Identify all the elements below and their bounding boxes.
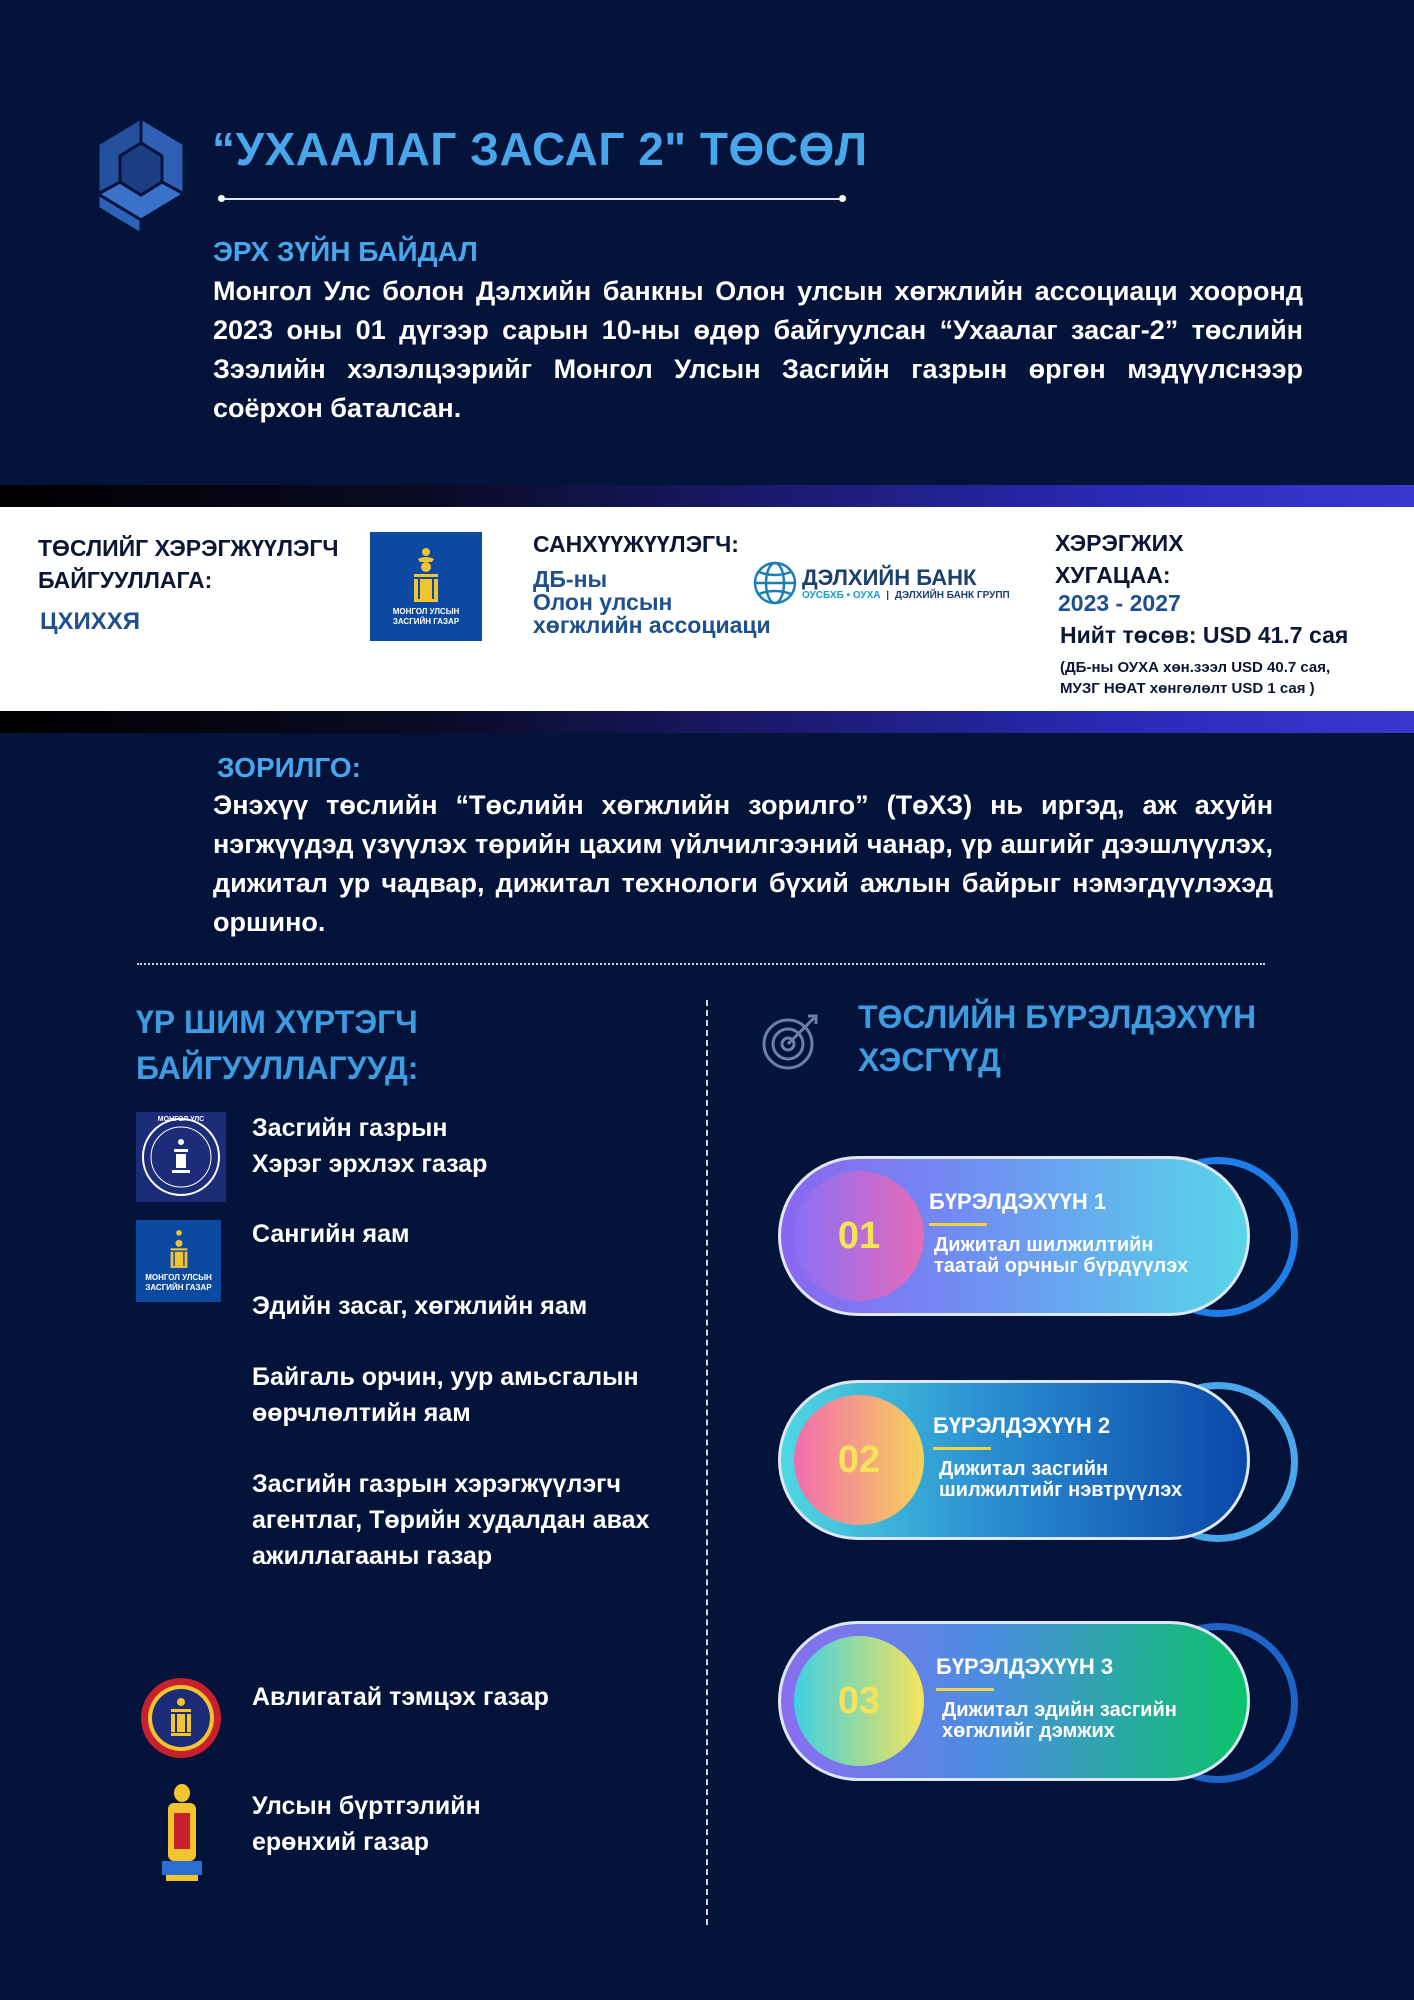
goal-divider xyxy=(137,963,1265,965)
component-1-text-line2: таатай орчныг бүрдүүлэх xyxy=(934,1255,1189,1277)
emblem-icon xyxy=(139,1676,223,1760)
component-1-title: БҮРЭЛДЭХҮҮН 1 xyxy=(929,1189,1107,1214)
components-heading-line2: ХЭСГҮҮД xyxy=(858,1042,1001,1078)
beneficiary-item xyxy=(252,1110,487,1182)
period-label-line2: ХУГАЦАА: xyxy=(1055,562,1171,588)
beneficiary-line: ажиллагааны газар xyxy=(252,1542,493,1570)
funder-value-line2: Олон улсын xyxy=(533,589,673,615)
component-2-underline xyxy=(933,1447,991,1450)
registration-emblem-icon xyxy=(158,1783,206,1883)
component-3-text-line1: Дижитал эдийн засгийн xyxy=(942,1699,1177,1721)
component-1-text-line1: Дижитал шилжилтийн xyxy=(934,1234,1154,1256)
funder-label: САНХҮҮЖҮҮЛЭГЧ: xyxy=(533,531,739,557)
soyombo-icon xyxy=(406,547,446,603)
component-3-text xyxy=(942,1700,1177,1742)
government-logo-text-line1: МОНГОЛ УЛСЫН xyxy=(392,606,460,616)
government-logo-text-line2: ЗАСГИЙН ГАЗАР xyxy=(392,616,460,626)
implementer-label-line1: ТӨСЛИЙГ ХЭРЭГЖҮҮЛЭГЧ xyxy=(38,535,339,561)
beneficiary-line: өөрчлөлтийн яам xyxy=(252,1399,471,1427)
component-2-text-line2: шилжилтийг нэвтрүүлэх xyxy=(939,1479,1183,1501)
beneficiary-line: Сангийн яам xyxy=(252,1220,410,1248)
world-bank-globe-icon xyxy=(752,560,798,606)
world-bank-sub xyxy=(802,590,1010,601)
target-icon xyxy=(760,1010,822,1072)
funder-value xyxy=(533,568,771,637)
component-1-number: 01 xyxy=(794,1171,924,1301)
beneficiary-item xyxy=(252,1359,639,1431)
component-2-number: 02 xyxy=(794,1395,924,1525)
budget-note xyxy=(1060,657,1330,699)
ministry-finance-logo-text-line2: ЗАСГИЙН ГАЗАР xyxy=(145,1283,212,1292)
component-3-underline xyxy=(936,1688,994,1691)
funder-value-line1: ДБ-ны xyxy=(533,566,608,592)
legal-heading: ЭРХ ЗҮЙН БАЙДАЛ xyxy=(213,236,478,267)
project-logo-icon xyxy=(84,114,198,238)
beneficiaries-heading-line1: ҮР ШИМ ХҮРТЭГЧ xyxy=(136,1004,418,1040)
implementer-label-line2: БАЙГУУЛЛАГА: xyxy=(38,567,213,593)
beneficiary-line: Эдийн засаг, хөгжлийн яам xyxy=(252,1292,588,1320)
world-bank-sub-1: ОУСБХБ • ОУХА xyxy=(802,590,881,601)
beneficiary-line: агентлаг, Төрийн худалдан авах xyxy=(252,1506,650,1534)
component-3-number: 03 xyxy=(794,1636,924,1766)
beneficiary-item xyxy=(252,1679,549,1715)
ministry-finance-logo xyxy=(136,1220,221,1302)
seal-text: МОНГОЛ УЛС xyxy=(157,1116,205,1123)
beneficiary-line: Улсын бүртгэлийн xyxy=(252,1792,481,1820)
world-bank-sub-separator: | xyxy=(886,590,890,601)
component-2-card xyxy=(778,1380,1250,1540)
component-2-text xyxy=(939,1459,1182,1501)
beneficiary-item xyxy=(252,1216,410,1252)
beneficiaries-heading xyxy=(136,999,418,1091)
title-divider xyxy=(222,198,842,200)
beneficiary-item xyxy=(252,1288,587,1324)
components-heading-line1: ТӨСЛИЙН БҮРЭЛДЭХҮҮН xyxy=(858,999,1257,1035)
component-3-title: БҮРЭЛДЭХҮҮН 3 xyxy=(936,1654,1114,1679)
component-2-title: БҮРЭЛДЭХҮҮН 2 xyxy=(933,1413,1111,1438)
beneficiary-item xyxy=(252,1788,481,1860)
component-1-underline xyxy=(929,1223,987,1226)
component-3-text-line2: хөгжлийг дэмжих xyxy=(942,1720,1115,1742)
page-title: “УХААЛАГ ЗАСАГ 2" ТӨСӨЛ xyxy=(212,123,868,175)
anti-corruption-emblem xyxy=(139,1676,223,1760)
goal-text: Энэхүү төслийн “Төслийн хөгжлийн зорилго” (ТөХЗ) нь иргэд, аж ахуйн нэгжүүдэд үзүүлэх төрийн цахим үйлчилгээний чанар, үр ашгийг дээшлүүлэх, дижитал ур чадвар, дижитал технологи бүхий ажлын байрыг нэмэгдүүлэхэд оршино. xyxy=(213,790,1273,937)
band-bottom-stripe xyxy=(0,711,1414,733)
implementer-label xyxy=(38,532,339,596)
column-divider xyxy=(706,1000,708,1925)
component-1-card xyxy=(778,1156,1250,1316)
implementer-value: ЦХИХХЯ xyxy=(40,608,141,635)
world-bank-name: ДЭЛХИЙН БАНК xyxy=(802,565,977,590)
ministry-finance-logo-text-line1: МОНГОЛ УЛСЫН xyxy=(145,1273,212,1282)
world-bank-sub-2: ДЭЛХИЙН БАНК ГРУПП xyxy=(894,590,1010,601)
component-3-card xyxy=(778,1621,1250,1781)
beneficiary-line: Байгаль орчин, уур амьсгалын xyxy=(252,1363,639,1391)
cabinet-secretariat-seal xyxy=(136,1112,226,1202)
ministry-finance-logo-text xyxy=(145,1273,212,1293)
beneficiary-line: Авлигатай тэмцэх газар xyxy=(252,1683,549,1711)
beneficiary-line: ерөнхий газар xyxy=(252,1828,430,1856)
beneficiary-line: Хэрэг эрхлэх газар xyxy=(252,1150,488,1178)
beneficiary-line: Засгийн газрын хэрэгжүүлэгч xyxy=(252,1470,622,1498)
period-label-line1: ХЭРЭГЖИХ xyxy=(1055,530,1184,556)
funder-value-line3: хөгжлийн ассоциаци xyxy=(533,612,771,638)
band-top-stripe xyxy=(0,485,1414,507)
soyombo-small-icon xyxy=(165,1229,193,1269)
component-2-text-line1: Дижитал засгийн xyxy=(939,1458,1109,1480)
beneficiaries-heading-line2: БАЙГУУЛЛАГУУД: xyxy=(136,1050,419,1086)
beneficiary-line: Засгийн газрын xyxy=(252,1114,448,1142)
total-budget: Нийт төсөв: USD 41.7 сая xyxy=(1060,622,1349,648)
government-logo xyxy=(370,532,482,641)
seal-icon xyxy=(136,1112,226,1202)
budget-note-line1: (ДБ-ны ОУХА хөн.зээл USD 40.7 сая, xyxy=(1060,659,1331,676)
component-1-text xyxy=(934,1235,1188,1277)
budget-note-line2: МУЗГ НӨАТ хөнгөлөлт USD 1 сая ) xyxy=(1060,680,1315,697)
legal-text: Монгол Улс болон Дэлхийн банкны Олон улсын хөгжлийн ассоциаци хооронд 2023 оны 01 дүгээр сарын 10-ны өдөр байгуулсан “Ухаалаг засаг-2” төслийн Зээлийн хэлэлцээрийг Монгол Улсын Засгийн газрын өргөн мэдүүлснээр соёрхон баталсан. xyxy=(213,276,1303,423)
components-heading xyxy=(858,996,1256,1082)
beneficiary-item xyxy=(252,1466,649,1574)
goal-heading: ЗОРИЛГО: xyxy=(217,752,362,783)
registration-emblem xyxy=(158,1783,206,1883)
period-value: 2023 - 2027 xyxy=(1058,590,1181,616)
government-logo-text xyxy=(393,607,460,627)
period-label xyxy=(1055,527,1184,591)
